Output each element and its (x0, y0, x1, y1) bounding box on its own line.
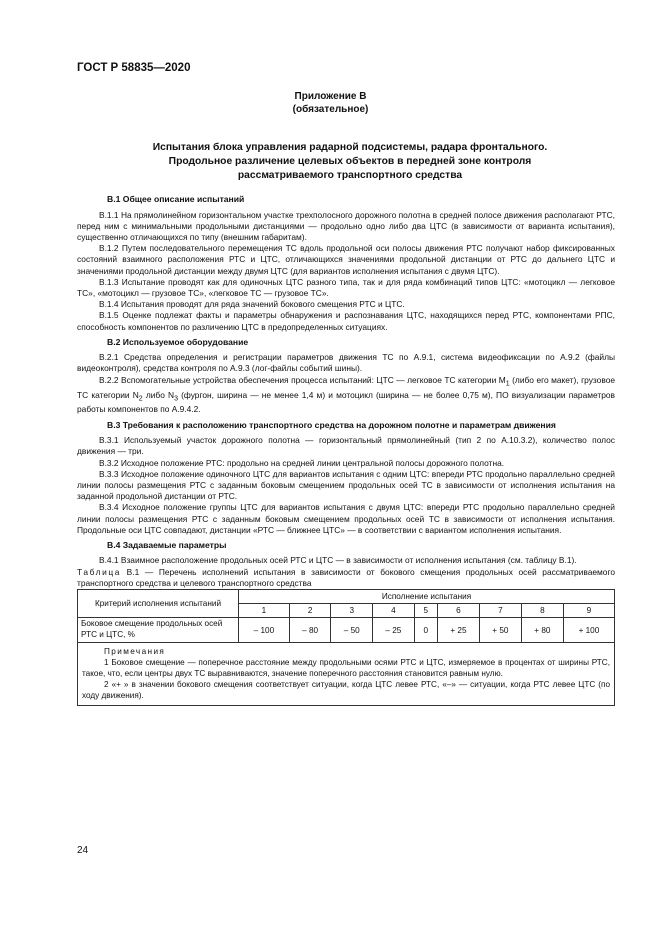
table-cell: + 80 (521, 618, 563, 643)
section-heading-b2: В.2 Используемое оборудование (107, 336, 249, 347)
paragraph-b3-1: В.3.1 Используемый участок дорожного полотна — горизонтальный прямолинейный (тип 2 по А.10.3.2), количество полос движения — три. (77, 435, 615, 457)
note-2: 2 «+ » в значении бокового смещения соответствует ситуации, когда ЦТС левее РТС, «–» — ситуации, когда РТС левее ЦТС (по ходу движения). (82, 680, 610, 701)
paragraph-b2-2: В.2.2 Вспомогательные устройства обеспечения процесса испытаний: ЦТС — легковое ТС категории $М_1$ (либо его макет), грузовое ТС категории $N_2$ либо $N_3$ (фургон, ширина — не менее 1,4 м) и мотоцикл (ширина — не более 0,75 м), ПО визуализации параметров работы компонентов по А.9.4.2. (77, 374, 616, 415)
variants-table (77, 589, 615, 706)
note-1: 1 Боковое смещение — поперечное расстояние между продольными осями РТС и ЦТС, измеряемое в процентах от ширины РТС, такое, что, если центры двух ТС выравниваются, значение поперечного расстояния становится равным нулю. (82, 658, 610, 679)
table-cell: – 50 (331, 618, 373, 643)
paragraph-b2-1: В.2.1 Средства определения и регистрации параметров движения ТС по А.9.1, система видеофиксации по А.9.2 (файлы видеоконтроля), средства контроля по А.9.3 (лог-файлы событий шины). (77, 352, 615, 374)
section-heading-b4: В.4 Задаваемые параметры (107, 539, 227, 550)
document-body (77, 194, 615, 706)
paragraph-b3-2: В.3.2 Исходное положение РТС: продольно на средней линии центральной полосы дорожного полотна. (99, 457, 505, 468)
table-caption: Таблица В.1 — Перечень исполнений испытания в зависимости от бокового смещения продольных осей рассматриваемого транспортного средства и целевого транспортного средства (77, 566, 615, 588)
appendix-status: (обязательное) (292, 104, 369, 115)
subscript: 3 (174, 395, 178, 403)
column-number: 4 (373, 604, 415, 618)
paragraph-b1-1: В.1.1 На прямолинейном горизонтальном участке трехполосного дорожного полотна в средней полосе движения располагают РТС, перед ним с минимальными продольными дистанциями — продольно одно либо два ЦТС (в зависимости от варианта испытания), существенно отличающихся по типу (внешним габаритам). (77, 209, 615, 242)
table-notes (78, 643, 615, 706)
column-number: 2 (289, 604, 331, 618)
table-cell: + 100 (563, 618, 614, 643)
column-number: 6 (437, 604, 479, 618)
paragraph-b1-2: В.1.2 Путем последовательного перемещения ТС вдоль продольной оси полосы движения РТС получают набор фиксированных состояний взаимного расположения РТС и ЦТС, отличающихся значениями продольной дистанции от РТС до дальнего ЦТС и значениями продольной дистанции между двумя ЦТС (для вариантов исполнения испытания с двумя ЦТС). (77, 243, 615, 276)
table-cell: 0 (414, 618, 437, 643)
row-label: Боковое смещение продольных осей РТС и ЦТС, % (78, 618, 239, 643)
column-number: 1 (239, 604, 290, 618)
paragraph-b3-3: В.3.3 Исходное положение одиночного ЦТС для вариантов испытания с одним ЦТС: впереди РТС продольно параллельно средней линии полосы размещения РТС с заданным боковым смещением продольных осей ТС в зависимости от исполнения испытания на заданной продольной дистанции от РТС. (77, 468, 615, 502)
table-cell: – 80 (289, 618, 331, 643)
variant-header: Исполнение испытания (239, 590, 615, 604)
notes-title: Примечания (104, 647, 166, 657)
subscript: 2 (138, 395, 143, 403)
page-number: 24 (77, 845, 89, 856)
column-number: 8 (521, 604, 563, 618)
criterion-header: Критерий исполнения испытаний (78, 590, 239, 618)
table-cell: + 25 (437, 618, 479, 643)
subscript: 1 (505, 380, 510, 388)
column-number: 5 (414, 604, 437, 618)
paragraph-b1-5: В.1.5 Оценке подлежат факты и параметры обнаружения и распознавания ЦТС, находящихся перед РТС, компонентами РПС, способность компонентов по различению ЦТС в предопределенных ситуациях. (77, 310, 615, 332)
appendix-title: Испытания блока управления радарной подсистемы, радара фронтального. Продольное различение целевых объектов в передней зоне контроля рассматриваемого транспортного средства (152, 142, 548, 181)
paragraph-b1-4: В.1.4 Испытания проводят для ряда значений бокового смещения РТС и ЦТС. (99, 299, 405, 310)
section-heading-b3: В.3 Требования к расположению транспортного средства на дорожном полотне и параметрам движения (107, 419, 556, 430)
paragraph-b4-1: В.4.1 Взаимное расположение продольных осей РТС и ЦТС — в зависимости от исполнения испытания (см. таблицу В.1). (99, 555, 577, 566)
appendix-label: Приложение В (294, 91, 367, 102)
paragraph-b3-4: В.3.4 Исходное положение группы ЦТС для вариантов испытания с двумя ЦТС: впереди РТС продольно параллельно средней линии полосы размещения РТС с заданным боковым смещением продольных осей ТС в зависимости от исполнения испытания. Продольные оси ЦТС совпадают, дистанции «РТС — ближнее ЦТС» — в соответствии с вариантом исполнения испытания. (77, 502, 615, 535)
column-number: 3 (331, 604, 373, 618)
paragraph-b1-3: В.1.3 Испытание проводят как для одиночных ЦТС разного типа, так и для ряда комбинаций типов ЦТС: «мотоцикл — легковое ТС», «мотоцикл — грузовое ТС», «легковое ТС — грузовое ТС». (77, 276, 615, 298)
running-header: ГОСТ Р 58835—2020 (77, 62, 191, 74)
table-cell: + 50 (479, 618, 521, 643)
table-cell: – 100 (239, 618, 290, 643)
section-heading-b1: В.1 Общее описание испытаний (107, 194, 245, 204)
column-number: 7 (479, 604, 521, 618)
column-number: 9 (563, 604, 614, 618)
table-cell: – 25 (373, 618, 415, 643)
